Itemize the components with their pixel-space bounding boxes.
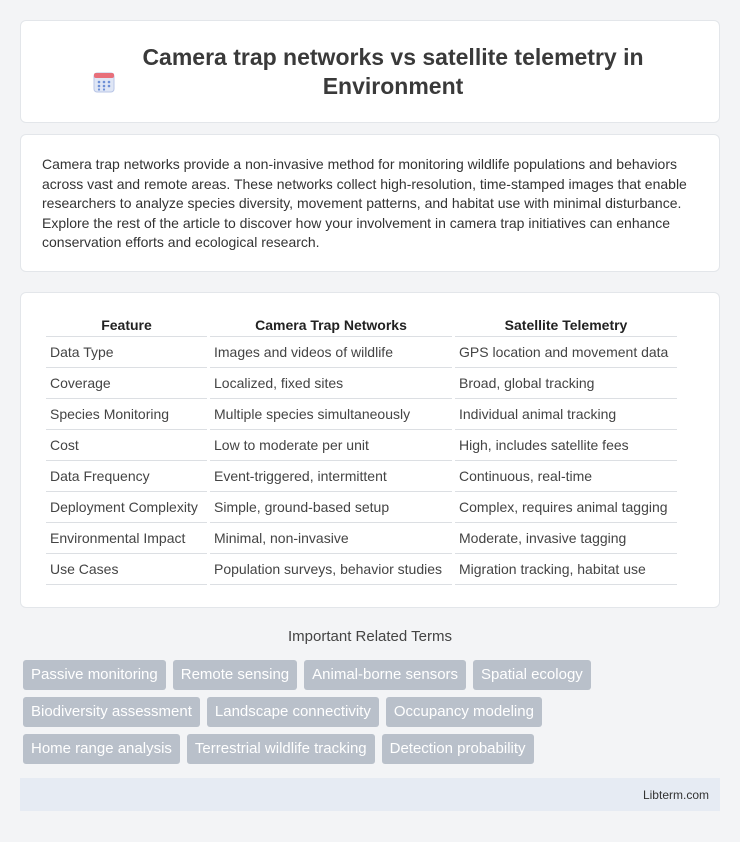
calendar-icon <box>92 70 116 94</box>
table-row <box>46 554 677 585</box>
related-term-tag[interactable]: Occupancy modeling <box>386 697 542 727</box>
table-cell: Localized, fixed sites <box>210 368 452 399</box>
tag-row <box>23 734 723 764</box>
intro-paragraph: Camera trap networks provide a non-invasive method for monitoring wildlife populations and behaviors across vast and remote areas. These networks collect high-resolution, time-stamped images that enable researchers to analyze species diversity, movement patterns, and habitat use with minimal disturbance. Explore the rest of the article to discover how your involvement in camera trap initiatives can enhance conservation efforts and ecological research. <box>42 156 687 250</box>
page-title: Camera trap networks vs satellite telemetry in Environment <box>142 43 644 99</box>
table-cell: Species Monitoring <box>46 399 207 430</box>
table-cell: Environmental Impact <box>46 523 207 554</box>
table-cell: Continuous, real-time <box>455 461 677 492</box>
tag-row <box>23 697 723 727</box>
comparison-table <box>43 313 680 585</box>
footer-brand[interactable]: Libterm.com <box>642 787 709 802</box>
related-term-tag[interactable]: Spatial ecology <box>473 660 591 690</box>
table-cell: Minimal, non-invasive <box>210 523 452 554</box>
table-cell: Cost <box>46 430 207 461</box>
header-card <box>20 20 720 123</box>
related-terms-tags <box>23 660 723 771</box>
table-cell: Simple, ground-based setup <box>210 492 452 523</box>
table-cell: Data Frequency <box>46 461 207 492</box>
related-term-tag[interactable]: Detection probability <box>382 734 534 764</box>
related-term-tag[interactable]: Animal-borne sensors <box>304 660 466 690</box>
table-row <box>46 368 677 399</box>
related-term-tag[interactable]: Passive monitoring <box>23 660 166 690</box>
table-cell: Event-triggered, intermittent <box>210 461 452 492</box>
table-row <box>46 430 677 461</box>
table-cell: Use Cases <box>46 554 207 585</box>
related-term-tag[interactable]: Landscape connectivity <box>207 697 379 727</box>
related-term-tag[interactable]: Remote sensing <box>173 660 297 690</box>
table-cell: Individual animal tracking <box>455 399 677 430</box>
table-cell: Complex, requires animal tagging <box>455 492 677 523</box>
table-cell: Data Type <box>46 337 207 368</box>
table-cell: GPS location and movement data <box>455 337 677 368</box>
header-inner <box>92 43 648 101</box>
table-cell: Multiple species simultaneously <box>210 399 452 430</box>
tag-row <box>23 660 723 690</box>
table-cell: Moderate, invasive tagging <box>455 523 677 554</box>
related-terms-title: Important Related Terms <box>288 628 452 645</box>
column-header-satellite: Satellite Telemetry <box>455 313 677 337</box>
table-cell: Deployment Complexity <box>46 492 207 523</box>
table-row <box>46 492 677 523</box>
table-cell: Low to moderate per unit <box>210 430 452 461</box>
related-term-tag[interactable]: Home range analysis <box>23 734 180 764</box>
table-cell: Images and videos of wildlife <box>210 337 452 368</box>
table-row <box>46 337 677 368</box>
column-header-feature: Feature <box>46 313 207 337</box>
table-cell: Population surveys, behavior studies <box>210 554 452 585</box>
intro-card <box>20 134 720 272</box>
table-header-row <box>46 313 677 337</box>
table-body <box>46 337 677 585</box>
comparison-table-card <box>20 292 720 608</box>
related-term-tag[interactable]: Biodiversity assessment <box>23 697 200 727</box>
table-cell: Coverage <box>46 368 207 399</box>
table-cell: High, includes satellite fees <box>455 430 677 461</box>
table-row <box>46 461 677 492</box>
table-row <box>46 399 677 430</box>
table-row <box>46 523 677 554</box>
related-term-tag[interactable]: Terrestrial wildlife tracking <box>187 734 375 764</box>
column-header-camera-trap: Camera Trap Networks <box>210 313 452 337</box>
table-cell: Migration tracking, habitat use <box>455 554 677 585</box>
footer <box>20 778 720 811</box>
table-cell: Broad, global tracking <box>455 368 677 399</box>
